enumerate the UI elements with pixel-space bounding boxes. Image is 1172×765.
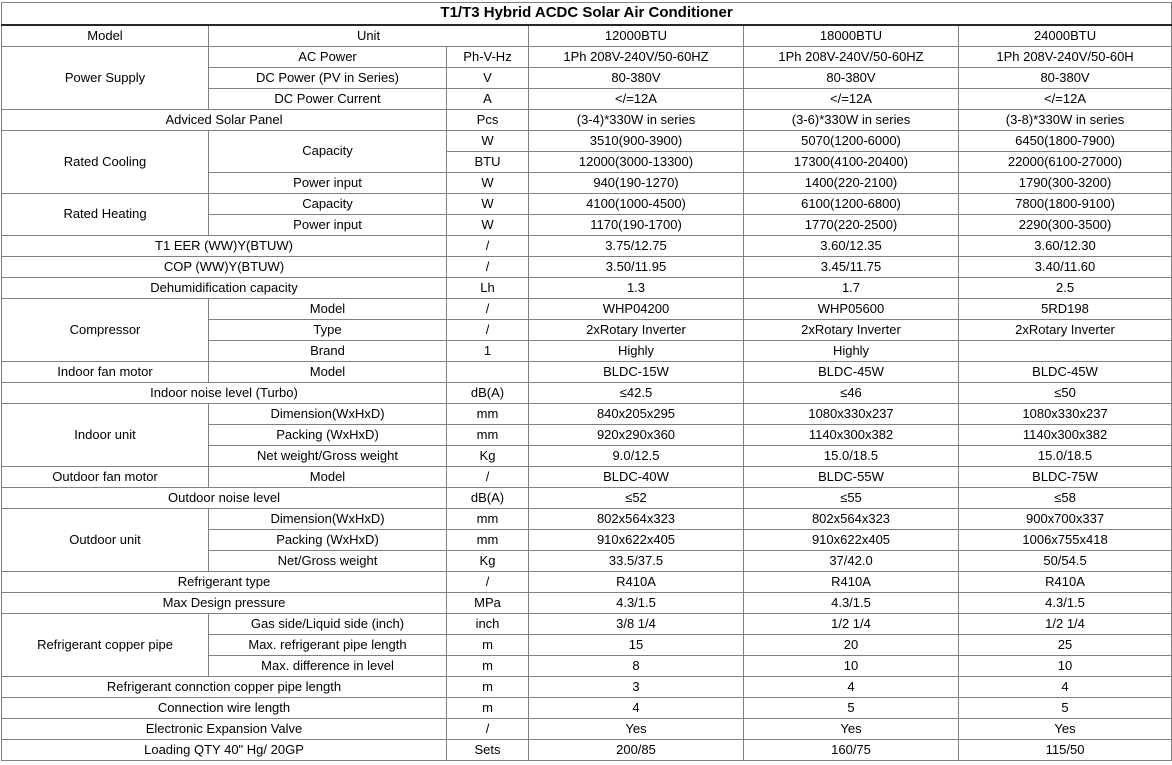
spec-cell: 80-380V <box>744 68 959 89</box>
spec-cell: BLDC-55W <box>744 467 959 488</box>
table-row <box>2 614 1172 635</box>
spec-cell: 1.3 <box>529 278 744 299</box>
spec-cell: 4 <box>959 677 1172 698</box>
spec-cell: 910x622x405 <box>529 530 744 551</box>
spec-cell: W <box>447 215 529 236</box>
table-row <box>2 740 1172 761</box>
spec-cell: 3.45/11.75 <box>744 257 959 278</box>
spec-cell: Dehumidification capacity <box>2 278 447 299</box>
table-row <box>2 362 1172 383</box>
spec-cell: Compressor <box>2 299 209 362</box>
spec-cell: 37/42.0 <box>744 551 959 572</box>
spec-cell: 3 <box>529 677 744 698</box>
table-row <box>2 593 1172 614</box>
spec-cell: AC Power <box>209 47 447 68</box>
spec-cell: Pcs <box>447 110 529 131</box>
table-row <box>2 47 1172 68</box>
spec-cell: 1140x300x382 <box>744 425 959 446</box>
table-row <box>2 236 1172 257</box>
spec-cell: </=12A <box>959 89 1172 110</box>
table-row <box>2 488 1172 509</box>
spec-cell: BLDC-15W <box>529 362 744 383</box>
spec-cell: 24000BTU <box>959 25 1172 47</box>
spec-cell: 1/2 1/4 <box>744 614 959 635</box>
spec-cell: Kg <box>447 446 529 467</box>
spec-cell: W <box>447 194 529 215</box>
spec-cell: WHP04200 <box>529 299 744 320</box>
spec-cell: Outdoor fan motor <box>2 467 209 488</box>
spec-cell: R410A <box>529 572 744 593</box>
spec-cell: 3.50/11.95 <box>529 257 744 278</box>
spec-cell: ≤42.5 <box>529 383 744 404</box>
spec-cell: Lh <box>447 278 529 299</box>
spec-cell: dB(A) <box>447 488 529 509</box>
spec-table <box>1 2 1172 761</box>
spec-cell: 33.5/37.5 <box>529 551 744 572</box>
table-row <box>2 383 1172 404</box>
spec-cell: 115/50 <box>959 740 1172 761</box>
spec-cell: 1400(220-2100) <box>744 173 959 194</box>
spec-cell: Yes <box>529 719 744 740</box>
spec-cell: DC Power Current <box>209 89 447 110</box>
spec-cell: 2290(300-3500) <box>959 215 1172 236</box>
table-row <box>2 131 1172 152</box>
spec-cell: Gas side/Liquid side (inch) <box>209 614 447 635</box>
spec-cell: 160/75 <box>744 740 959 761</box>
spec-cell: Max Design pressure <box>2 593 447 614</box>
spec-cell: 7800(1800-9100) <box>959 194 1172 215</box>
title-row <box>2 3 1172 26</box>
spec-cell: 6100(1200-6800) <box>744 194 959 215</box>
spec-cell: 1140x300x382 <box>959 425 1172 446</box>
spec-cell: 17300(4100-20400) <box>744 152 959 173</box>
spec-cell: 900x700x337 <box>959 509 1172 530</box>
spec-cell: 9.0/12.5 <box>529 446 744 467</box>
spec-cell: Unit <box>209 25 529 47</box>
spec-cell: 8 <box>529 656 744 677</box>
spec-cell: 940(190-1270) <box>529 173 744 194</box>
spec-cell: Electronic Expansion Valve <box>2 719 447 740</box>
spec-cell: (3-8)*330W in series <box>959 110 1172 131</box>
spec-cell: 1 <box>447 341 529 362</box>
spec-cell: 1.7 <box>744 278 959 299</box>
spec-cell: ≤58 <box>959 488 1172 509</box>
spec-cell: Sets <box>447 740 529 761</box>
spec-cell: / <box>447 719 529 740</box>
spec-cell: ≤50 <box>959 383 1172 404</box>
spec-cell: Model <box>209 467 447 488</box>
spec-cell: R410A <box>959 572 1172 593</box>
spec-cell: Dimension(WxHxD) <box>209 509 447 530</box>
spec-cell: Rated Heating <box>2 194 209 236</box>
spec-cell: Yes <box>959 719 1172 740</box>
table-row <box>2 25 1172 47</box>
spec-cell: / <box>447 236 529 257</box>
spec-cell: 802x564x323 <box>529 509 744 530</box>
spec-cell: mm <box>447 425 529 446</box>
table-row <box>2 278 1172 299</box>
spec-cell: 3.75/12.75 <box>529 236 744 257</box>
spec-cell: Refrigerant type <box>2 572 447 593</box>
spec-cell: Highly <box>744 341 959 362</box>
spec-cell: BLDC-40W <box>529 467 744 488</box>
table-row <box>2 194 1172 215</box>
spec-cell: 3.40/11.60 <box>959 257 1172 278</box>
spec-cell: 802x564x323 <box>744 509 959 530</box>
spec-cell: 4.3/1.5 <box>529 593 744 614</box>
spec-cell: Indoor noise level (Turbo) <box>2 383 447 404</box>
spec-cell: 4.3/1.5 <box>744 593 959 614</box>
spec-cell: 2xRotary Inverter <box>529 320 744 341</box>
spec-cell <box>959 341 1172 362</box>
table-row <box>2 257 1172 278</box>
spec-cell: 5 <box>744 698 959 719</box>
spec-cell: 3.60/12.30 <box>959 236 1172 257</box>
spec-cell: 1790(300-3200) <box>959 173 1172 194</box>
spec-cell: Model <box>209 299 447 320</box>
spec-cell: 3.60/12.35 <box>744 236 959 257</box>
spec-table-body <box>2 3 1172 761</box>
spec-cell: Outdoor noise level <box>2 488 447 509</box>
spec-cell: Max. refrigerant pipe length <box>209 635 447 656</box>
spec-cell: </=12A <box>744 89 959 110</box>
table-row <box>2 509 1172 530</box>
spec-cell: 1Ph 208V-240V/50-60H <box>959 47 1172 68</box>
table-title: T1/T3 Hybrid ACDC Solar Air Conditioner <box>2 3 1172 26</box>
spec-cell: dB(A) <box>447 383 529 404</box>
spec-cell: 200/85 <box>529 740 744 761</box>
spec-cell: Model <box>2 25 209 47</box>
spec-cell: T1 EER (WW)Y(BTUW) <box>2 236 447 257</box>
spec-cell: Brand <box>209 341 447 362</box>
spec-cell: Power input <box>209 215 447 236</box>
spec-cell: Indoor unit <box>2 404 209 467</box>
table-row <box>2 467 1172 488</box>
spec-cell: 10 <box>744 656 959 677</box>
spec-cell: 5070(1200-6000) <box>744 131 959 152</box>
spec-cell: Packing (WxHxD) <box>209 425 447 446</box>
spec-cell: (3-4)*330W in series <box>529 110 744 131</box>
spec-cell: 1080x330x237 <box>744 404 959 425</box>
spec-cell: 5 <box>959 698 1172 719</box>
spec-cell: Refrigerant connction copper pipe length <box>2 677 447 698</box>
spec-cell: COP (WW)Y(BTUW) <box>2 257 447 278</box>
spec-cell: Rated Cooling <box>2 131 209 194</box>
spec-cell: Power Supply <box>2 47 209 110</box>
spec-cell: 10 <box>959 656 1172 677</box>
spec-cell: 1080x330x237 <box>959 404 1172 425</box>
spec-cell: m <box>447 656 529 677</box>
table-row <box>2 110 1172 131</box>
spec-cell: Outdoor unit <box>2 509 209 572</box>
spec-cell: BLDC-45W <box>959 362 1172 383</box>
spec-cell: 80-380V <box>529 68 744 89</box>
spec-cell: 12000(3000-13300) <box>529 152 744 173</box>
spec-cell: / <box>447 572 529 593</box>
spec-cell: 920x290x360 <box>529 425 744 446</box>
spec-cell: Refrigerant copper pipe <box>2 614 209 677</box>
spec-cell: 1170(190-1700) <box>529 215 744 236</box>
spec-cell: Max. difference in level <box>209 656 447 677</box>
spec-cell: 2.5 <box>959 278 1172 299</box>
spec-cell: m <box>447 635 529 656</box>
spec-cell: BTU <box>447 152 529 173</box>
spec-cell: 4 <box>529 698 744 719</box>
spec-cell: 80-380V <box>959 68 1172 89</box>
spec-cell: Packing (WxHxD) <box>209 530 447 551</box>
spec-cell: Power input <box>209 173 447 194</box>
spec-cell: Capacity <box>209 194 447 215</box>
spec-cell: 840x205x295 <box>529 404 744 425</box>
spec-cell: mm <box>447 530 529 551</box>
spec-cell: 4.3/1.5 <box>959 593 1172 614</box>
spec-cell: 2xRotary Inverter <box>959 320 1172 341</box>
spec-cell: Net weight/Gross weight <box>209 446 447 467</box>
table-row <box>2 719 1172 740</box>
spec-cell: 3510(900-3900) <box>529 131 744 152</box>
spec-cell: 1Ph 208V-240V/50-60HZ <box>529 47 744 68</box>
spec-cell: W <box>447 173 529 194</box>
spec-cell: 5RD198 <box>959 299 1172 320</box>
spec-cell: 1770(220-2500) <box>744 215 959 236</box>
spec-cell: W <box>447 131 529 152</box>
spec-cell: Model <box>209 362 447 383</box>
spec-cell: Type <box>209 320 447 341</box>
spec-cell: 1Ph 208V-240V/50-60HZ <box>744 47 959 68</box>
spec-cell <box>447 362 529 383</box>
table-row <box>2 572 1172 593</box>
spec-cell: ≤55 <box>744 488 959 509</box>
spec-cell: 18000BTU <box>744 25 959 47</box>
spec-cell: V <box>447 68 529 89</box>
spec-cell: MPa <box>447 593 529 614</box>
spec-cell: 15.0/18.5 <box>959 446 1172 467</box>
spec-cell: Capacity <box>209 131 447 173</box>
spec-cell: WHP05600 <box>744 299 959 320</box>
spec-cell: 15.0/18.5 <box>744 446 959 467</box>
table-row <box>2 299 1172 320</box>
spec-cell: BLDC-75W <box>959 467 1172 488</box>
spec-cell: 22000(6100-27000) <box>959 152 1172 173</box>
table-row <box>2 404 1172 425</box>
spec-cell: (3-6)*330W in series <box>744 110 959 131</box>
spec-cell: R410A <box>744 572 959 593</box>
spec-cell: 6450(1800-7900) <box>959 131 1172 152</box>
spec-cell: 12000BTU <box>529 25 744 47</box>
spec-cell: / <box>447 299 529 320</box>
spec-cell: / <box>447 257 529 278</box>
spec-cell: 25 <box>959 635 1172 656</box>
spec-cell: / <box>447 320 529 341</box>
table-row <box>2 677 1172 698</box>
spec-cell: ≤52 <box>529 488 744 509</box>
spec-cell: Loading QTY 40" Hg/ 20GP <box>2 740 447 761</box>
spec-cell: Highly <box>529 341 744 362</box>
spec-cell: Kg <box>447 551 529 572</box>
spec-cell: 3/8 1/4 <box>529 614 744 635</box>
spec-cell: A <box>447 89 529 110</box>
spec-cell: m <box>447 698 529 719</box>
spec-cell: 1/2 1/4 <box>959 614 1172 635</box>
spec-cell: Dimension(WxHxD) <box>209 404 447 425</box>
spec-cell: 1006x755x418 <box>959 530 1172 551</box>
spec-cell: Yes <box>744 719 959 740</box>
spec-cell: Connection wire length <box>2 698 447 719</box>
spec-cell: Net/Gross weight <box>209 551 447 572</box>
spec-cell: 4 <box>744 677 959 698</box>
spec-cell: </=12A <box>529 89 744 110</box>
spec-cell: mm <box>447 509 529 530</box>
spec-cell: ≤46 <box>744 383 959 404</box>
table-row <box>2 698 1172 719</box>
spec-cell: Indoor fan motor <box>2 362 209 383</box>
spec-cell: 2xRotary Inverter <box>744 320 959 341</box>
spec-cell: DC Power (PV in Series) <box>209 68 447 89</box>
spec-cell: Adviced Solar Panel <box>2 110 447 131</box>
spec-cell: m <box>447 677 529 698</box>
spec-cell: 50/54.5 <box>959 551 1172 572</box>
spec-cell: 4100(1000-4500) <box>529 194 744 215</box>
spec-cell: Ph-V-Hz <box>447 47 529 68</box>
spec-cell: 20 <box>744 635 959 656</box>
spec-cell: BLDC-45W <box>744 362 959 383</box>
spec-cell: 15 <box>529 635 744 656</box>
spec-cell: mm <box>447 404 529 425</box>
spec-cell: inch <box>447 614 529 635</box>
spec-cell: 910x622x405 <box>744 530 959 551</box>
spec-cell: / <box>447 467 529 488</box>
